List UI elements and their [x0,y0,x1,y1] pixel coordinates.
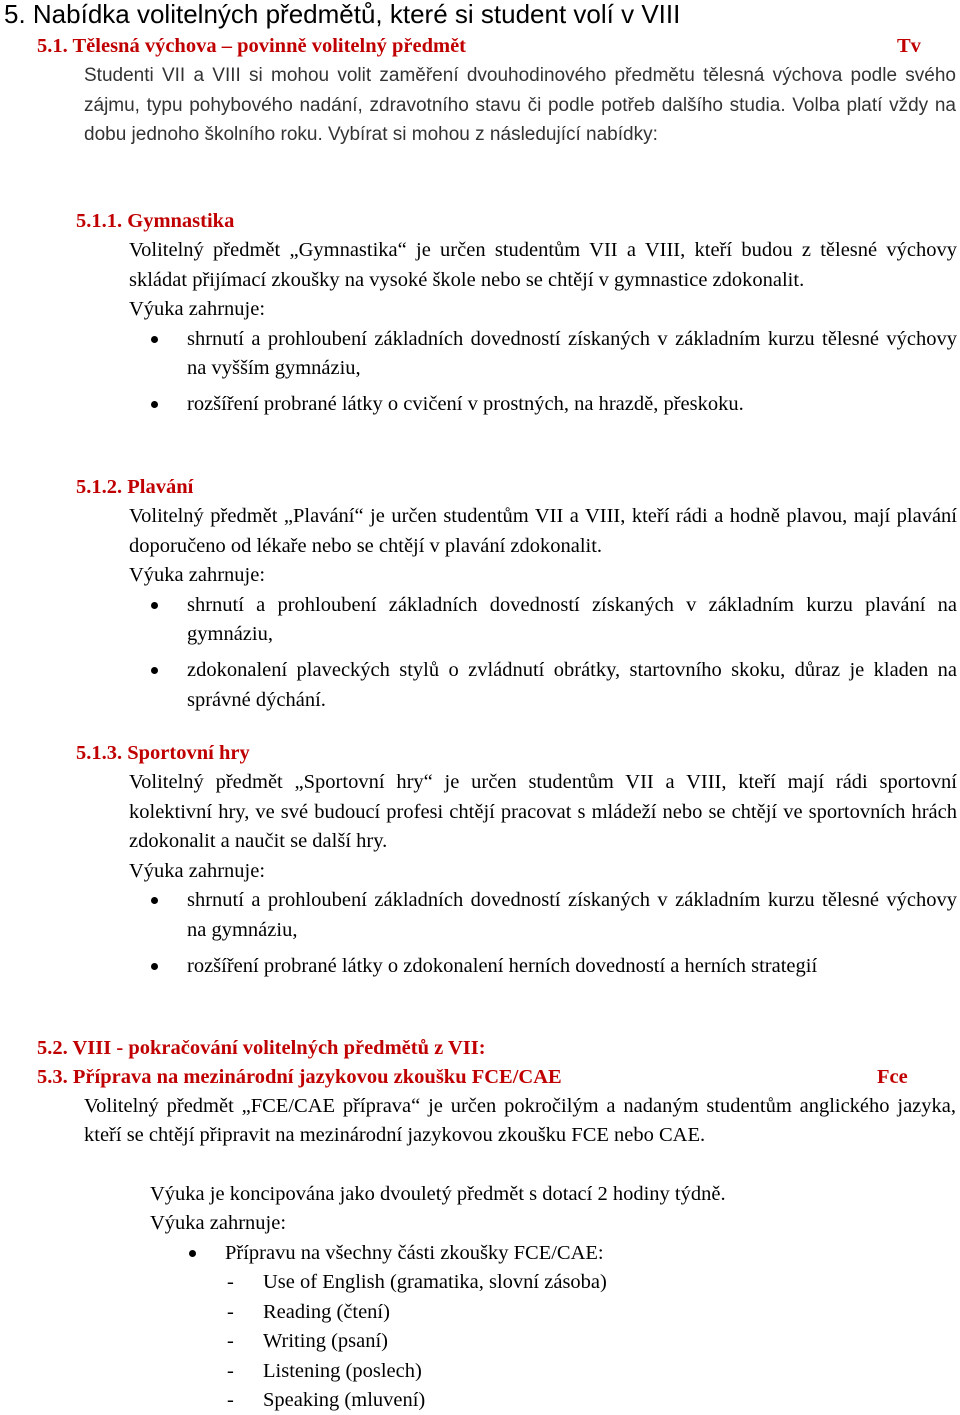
section-5-1-heading: 5.1. Tělesná výchova – povinně volitelný předmět [37,35,466,57]
list-item: shrnutí a prohloubení základních dovedností získaných v základním kurzu plavání na gymnáziu, [129,591,957,650]
page-title: 5. Nabídka volitelných předmětů, které si student volí v VIII [4,0,681,29]
sportovni-hry-vyuka-label: Výuka zahrnuje: [129,859,266,882]
list-item: Přípravu na všechny části zkoušky FCE/CAE: [167,1239,927,1268]
gymnastika-paragraph: Volitelný předmět „Gymnastika“ je určen studentům VII a VIII, kteří budou z tělesné výchovy skládat přijímací zkoušky na vysoké škole nebo se chtějí v gymnastice zdokonalit. [129,239,957,291]
section-5-3-heading: 5.3. Příprava na mezinárodní jazykovou zkoušku FCE/CAE [37,1066,562,1088]
section-5-2-heading: 5.2. VIII - pokračování volitelných předmětů z VII: [37,1037,486,1059]
fce-vyuka-label: Výuka zahrnuje: [150,1212,287,1235]
list-item: rozšíření probrané látky o cvičení v prostných, na hrazdě, přeskoku. [129,390,957,420]
list-item: zdokonalení plaveckých stylů o zvládnutí obrátky, startovního skoku, důraz je kladen na správné dýchání. [129,656,957,715]
list-item: - Use of English (gramatika, slovní zásoba) [225,1268,927,1297]
section-5-1-3-heading: 5.1.3. Sportovní hry [76,742,250,764]
list-item: - Speaking (mluvení) [225,1386,927,1415]
list-item: - Reading (čtení) [225,1298,927,1327]
fce-paragraph: Volitelný předmět „FCE/CAE příprava“ je určen pokročilým a nadaným studentům anglického jazyka, kteří se chtějí připravit na mezinárodní jazykovou zkoušku FCE nebo CAE. [84,1095,956,1147]
section-5-1-code: Tv [897,35,921,57]
fce-koncept: Výuka je koncipována jako dvouletý předmět s dotací 2 hodiny týdně. [150,1183,726,1205]
section-5-3-code: Fce [877,1066,908,1088]
list-item: shrnutí a prohloubení základních dovedností získaných v základním kurzu tělesné výchovy na vyšším gymnáziu, [129,325,957,384]
plavani-vyuka-label: Výuka zahrnuje: [129,564,266,587]
sportovni-hry-paragraph: Volitelný předmět „Sportovní hry“ je určen studentům VII a VIII, kteří mají rádi sportovní kolektivní hry, ve své budoucí profesi chtějí pracovat s mládeží nebo se chtějí ve sportovních hrách zdokonalit a naučit se další hry. [129,771,957,853]
list-item: - Writing (psaní) [225,1327,927,1356]
plavani-paragraph: Volitelný předmět „Plavání“ je určen studentům VII a VIII, kteří rádi a hodně plavou, mají plavání doporučeno od lékaře nebo se chtějí v plavání zdokonalit. [129,505,957,557]
section-5-1-1-heading: 5.1.1. Gymnastika [76,210,235,232]
list-item: rozšíření probrané látky o zdokonalení herních dovedností a herních strategií [129,952,957,982]
section-5-1-2-heading: 5.1.2. Plavání [76,476,194,498]
gymnastika-vyuka-label: Výuka zahrnuje: [129,298,266,321]
list-item: - Listening (poslech) [225,1357,927,1386]
section-5-1-intro: Studenti VII a VIII si mohou volit zaměření dvouhodinového předmětu tělesná výchova podle svého zájmu, typu pohybového nadání, zdravotního stavu či podle potřeb dalšího studia. Volba platí vždy na dobu jednoho školního roku. Vybírat si mohou z následující nabídky: [84,65,956,145]
list-item: shrnutí a prohloubení základních dovedností získaných v základním kurzu tělesné výchovy na gymnáziu, [129,886,957,945]
